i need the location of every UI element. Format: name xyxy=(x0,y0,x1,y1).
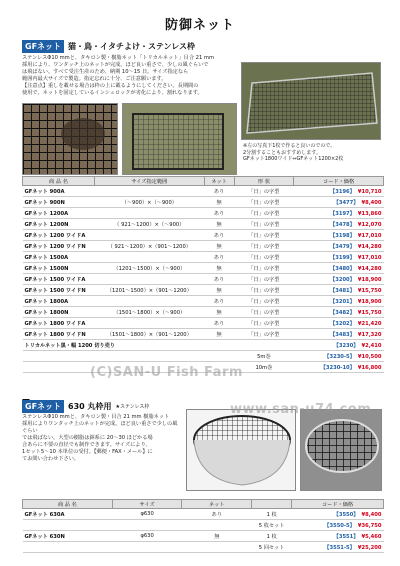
shape: 「日」の字型 xyxy=(234,208,294,219)
product-code: 【3550】 xyxy=(333,511,359,518)
caption-line: GFネット1800ワイド⇔GFネット1200×2枚 xyxy=(243,156,344,162)
code-price xyxy=(294,318,384,329)
section2-body-line: てお問い合わせ下さい。 xyxy=(22,456,80,462)
code-price xyxy=(294,219,384,230)
product-price: ¥5,460 xyxy=(361,533,382,540)
shape: 「日」の字型 xyxy=(234,307,294,318)
code-price xyxy=(294,296,384,307)
size-range xyxy=(94,208,204,219)
table-row-extra xyxy=(23,340,384,351)
product-name: GFネット 1800N xyxy=(23,307,95,318)
table-header-row xyxy=(23,177,384,186)
net-flag: 無 xyxy=(182,531,252,542)
col-header-net: ネット xyxy=(204,177,234,186)
col-header-net: ネット xyxy=(182,500,252,509)
product-code: 【3202】 xyxy=(330,320,355,327)
net-flag: 無 xyxy=(204,285,234,296)
code-price xyxy=(294,351,384,362)
watermark-copyright: (C)SAN-U Fish Farm xyxy=(90,365,243,380)
size-range xyxy=(94,186,204,197)
size-range xyxy=(94,230,204,241)
product-name: GFネット 1200A xyxy=(23,208,95,219)
size-range: （1201～1500）×（901～1200） xyxy=(94,285,204,296)
garden-net-photo xyxy=(122,103,237,175)
product-name: GFネット 1200 ワイドA xyxy=(23,230,95,241)
product-code: 【3478】 xyxy=(330,221,355,228)
size-range: （1501～1800）×（901～1200） xyxy=(94,329,204,340)
col-header-shape: 形 状 xyxy=(234,177,294,186)
size: φ630 xyxy=(112,531,182,542)
size-range: （ 921～1200）×（～900） xyxy=(94,219,204,230)
product-name xyxy=(23,542,113,553)
size xyxy=(112,520,182,531)
col-header-name: 商 品 名 xyxy=(23,500,113,509)
net-flag: 無 xyxy=(204,263,234,274)
extra-qty: 5m巻 xyxy=(234,351,294,362)
table-row xyxy=(23,186,384,197)
net-flag: 無 xyxy=(204,329,234,340)
size-range: （ 921～1200）×（901～1200） xyxy=(94,241,204,252)
net-flag xyxy=(182,542,252,553)
product-name: GFネット 1800A xyxy=(23,296,95,307)
net-flag: あり xyxy=(204,186,234,197)
size-range: （1201～1500）×（～900） xyxy=(94,263,204,274)
product-price: ¥8,400 xyxy=(361,199,382,206)
product-price: ¥14,280 xyxy=(357,265,382,272)
extra-name: トリカルネット黒・幅 1200 切り売り xyxy=(23,340,235,351)
shape: 「日」の字型 xyxy=(234,197,294,208)
code-price xyxy=(294,329,384,340)
product-name xyxy=(23,520,113,531)
table-row xyxy=(23,285,384,296)
section1-body-line: 採用により、ワンタッチ上のネットが完成。ほど良い重さで、少しの風ぐらいで xyxy=(22,62,209,68)
product-code: 【3200】 xyxy=(330,276,355,283)
extra-qty: 10m巻 xyxy=(234,362,294,373)
product-name: GFネット 1500 ワイドA xyxy=(23,274,95,285)
product-code: 【3551-5】 xyxy=(324,544,355,551)
table-row xyxy=(23,263,384,274)
table-row xyxy=(23,274,384,285)
extra-qty xyxy=(234,340,294,351)
product-price: ¥36,750 xyxy=(357,522,382,529)
net-flag: あり xyxy=(204,318,234,329)
section1-body xyxy=(22,55,240,97)
table-row xyxy=(23,542,384,553)
net-flag: 無 xyxy=(204,241,234,252)
table-row xyxy=(23,520,384,531)
code-price xyxy=(294,340,384,351)
code-price xyxy=(294,208,384,219)
qty-label: 1 枚 xyxy=(252,509,292,520)
section2-body-line: では飛ばない。大型の樹脂は鉢系に 20～30 ほどかる場 xyxy=(22,435,153,441)
table-row xyxy=(23,219,384,230)
table-row xyxy=(23,252,384,263)
extra-name xyxy=(23,351,235,362)
table-row xyxy=(23,531,384,542)
caption-line: 2分割することもおすすめします。 xyxy=(243,149,321,156)
product-code: 【3198】 xyxy=(330,232,355,239)
product-code: 【3479】 xyxy=(330,243,355,250)
shape: 「日」の字型 xyxy=(234,230,294,241)
round-net-photo xyxy=(186,409,296,491)
code-price xyxy=(294,274,384,285)
table-row xyxy=(23,197,384,208)
product-name: GFネット 1800 ワイドA xyxy=(23,318,95,329)
section2-tag: GFネット xyxy=(22,400,64,413)
section1-body-line: 使用で、ネットを固定しているインシュロックが劣化により、割れなります。 xyxy=(22,90,203,96)
shape: 「日」の字型 xyxy=(234,252,294,263)
section2-title: 630 丸枠用 xyxy=(68,402,112,411)
net-flag: 無 xyxy=(204,197,234,208)
shape: 「日」の字型 xyxy=(234,219,294,230)
code-price xyxy=(292,520,384,531)
product-name: GFネット 900N xyxy=(23,197,95,208)
table-row xyxy=(23,318,384,329)
net-flag: あり xyxy=(204,230,234,241)
product-code: 【3196】 xyxy=(330,188,355,195)
code-price xyxy=(294,252,384,263)
product-price: ¥21,420 xyxy=(357,320,382,327)
product-price: ¥10,500 xyxy=(357,353,382,360)
product-name: GFネット 900A xyxy=(23,186,95,197)
section2-body-line: 合あらに不要の直径でも制作できます。サイズにより、 xyxy=(22,442,151,448)
col-header-size: サイズ指定範囲 xyxy=(94,177,204,186)
net-flag: あり xyxy=(204,296,234,307)
product-price: ¥17,010 xyxy=(357,254,382,261)
watermark-url: www.san-u74.com xyxy=(230,402,372,417)
shape: 「日」の字型 xyxy=(234,318,294,329)
section2-body-line: ステンレスΦ10 mmと、タキロン製・目合 21 mm 樹脂ネット xyxy=(22,414,170,420)
section2-subtitle: ★ステンレス枠 xyxy=(115,404,150,410)
table-row-extra xyxy=(23,351,384,362)
product-name: GFネット 1500A xyxy=(23,252,95,263)
code-price xyxy=(292,531,384,542)
product-name: GFネット 630N xyxy=(23,531,113,542)
shape: 「日」の字型 xyxy=(234,263,294,274)
size-range: （～900）×（～900） xyxy=(94,197,204,208)
product-code: 【3483】 xyxy=(330,331,355,338)
size-range: （1501～1800）×（～900） xyxy=(94,307,204,318)
shape: 「日」の字型 xyxy=(234,329,294,340)
section2-body xyxy=(22,414,182,463)
section2-body-line: 採用によりワンタッチ上のネットが完成。ほど良い重さで少しの風ぐらい xyxy=(22,421,178,434)
table-row xyxy=(23,208,384,219)
product-table-rect xyxy=(22,176,384,373)
product-code: 【3550-5】 xyxy=(324,522,355,529)
code-price xyxy=(292,542,384,553)
section1-body-line: は飛ばない。すべて受注生産のため、納期 10～15 日。サイズ指定なら xyxy=(22,69,189,75)
size-range xyxy=(94,318,204,329)
product-code: 【3481】 xyxy=(330,287,355,294)
section2-header xyxy=(22,400,149,413)
table-row xyxy=(23,509,384,520)
product-name: GFネット 630A xyxy=(23,509,113,520)
section1-body-line: 【注意点】重しを載せる場合は枠の上に載るようにしてください。長期間の xyxy=(22,83,199,89)
size-range xyxy=(94,274,204,285)
product-price: ¥14,280 xyxy=(357,243,382,250)
net-flag: あり xyxy=(182,509,252,520)
product-price: ¥8,400 xyxy=(361,511,382,518)
section1-title: 猫・鳥・イタチよけ・ステンレス枠 xyxy=(68,42,196,51)
col-header-price: コード・価格 xyxy=(292,500,384,509)
qty-label: 5 枚セット xyxy=(252,520,292,531)
table-row xyxy=(23,329,384,340)
product-price: ¥17,010 xyxy=(357,232,382,239)
photo-caption xyxy=(243,143,393,163)
net-closeup-photo xyxy=(22,103,118,175)
qty-label: 1 枚 xyxy=(252,531,292,542)
product-price: ¥15,750 xyxy=(357,309,382,316)
product-name: GFネット 1500 ワイドN xyxy=(23,285,95,296)
product-code: 【3199】 xyxy=(330,254,355,261)
product-code: 【3551】 xyxy=(333,533,359,540)
net-flag: 無 xyxy=(204,307,234,318)
product-code: 【3197】 xyxy=(330,210,355,217)
product-price: ¥15,750 xyxy=(357,287,382,294)
col-header-price: コード・価格 xyxy=(294,177,384,186)
net-flag: あり xyxy=(204,252,234,263)
product-price: ¥18,900 xyxy=(357,298,382,305)
caption-line: ※左の写真下1枚で作ると良いのでので、 xyxy=(243,143,336,149)
code-price xyxy=(294,186,384,197)
product-name: GFネット 1200 ワイドN xyxy=(23,241,95,252)
product-name: GFネット 1800 ワイドN xyxy=(23,329,95,340)
section1-tag: GFネット xyxy=(22,40,64,53)
code-price xyxy=(294,241,384,252)
product-code: 【3230-5】 xyxy=(324,353,355,360)
section1-body-line: 範囲内最大サイズで製造。指定忘れに十分、ご注意願います。 xyxy=(22,76,167,82)
page-title: 防御ネット xyxy=(164,18,235,33)
product-code: 【3477】 xyxy=(333,199,359,206)
qty-label: 5 回セット xyxy=(252,542,292,553)
col-header-blank xyxy=(252,500,292,509)
code-price xyxy=(294,230,384,241)
product-code: 【3480】 xyxy=(330,265,355,272)
shape: 「日」の字型 xyxy=(234,285,294,296)
product-price: ¥2,410 xyxy=(361,342,382,349)
product-price: ¥13,860 xyxy=(357,210,382,217)
product-code: 【3201】 xyxy=(330,298,355,305)
product-code: 【3230】 xyxy=(333,342,359,349)
code-price xyxy=(294,362,384,373)
shape: 「日」の字型 xyxy=(234,186,294,197)
product-code: 【3230-10】 xyxy=(320,364,355,371)
section1-body-line: ステンレスΦ10 mmと、タキロン製・樹脂ネット「トリカルネット」目合 21 mm xyxy=(22,55,215,61)
code-price xyxy=(294,263,384,274)
net-flag: 無 xyxy=(204,219,234,230)
table-row xyxy=(23,296,384,307)
product-price: ¥25,200 xyxy=(357,544,382,551)
product-price: ¥12,070 xyxy=(357,221,382,228)
table-header-row xyxy=(23,500,384,509)
net-flag: あり xyxy=(204,208,234,219)
product-name: GFネット 1200N xyxy=(23,219,95,230)
table-row xyxy=(23,230,384,241)
net-flag xyxy=(182,520,252,531)
table-row xyxy=(23,307,384,318)
table-row xyxy=(23,241,384,252)
size: φ630 xyxy=(112,509,182,520)
size-range xyxy=(94,252,204,263)
code-price xyxy=(294,197,384,208)
code-price xyxy=(294,285,384,296)
section2-body-line: 1セット5～10 本単位の受付。【郵便・FAX・メール】に xyxy=(22,449,153,455)
product-price: ¥18,900 xyxy=(357,276,382,283)
product-name: GFネット 1500N xyxy=(23,263,95,274)
section1-header xyxy=(22,40,195,53)
shape: 「日」の字型 xyxy=(234,241,294,252)
round-net-closeup-photo xyxy=(300,409,382,491)
stacked-nets-photo xyxy=(241,62,381,140)
product-price: ¥10,710 xyxy=(357,188,382,195)
col-header-size: サイズ xyxy=(112,500,182,509)
product-price: ¥16,800 xyxy=(357,364,382,371)
net-flag: あり xyxy=(204,274,234,285)
col-header-name: 商 品 名 xyxy=(23,177,95,186)
code-price xyxy=(292,509,384,520)
size xyxy=(112,542,182,553)
shape: 「日」の字型 xyxy=(234,274,294,285)
product-price: ¥17,320 xyxy=(357,331,382,338)
size-range xyxy=(94,296,204,307)
code-price xyxy=(294,307,384,318)
product-table-round xyxy=(22,499,384,553)
product-code: 【3482】 xyxy=(330,309,355,316)
shape: 「日」の字型 xyxy=(234,296,294,307)
